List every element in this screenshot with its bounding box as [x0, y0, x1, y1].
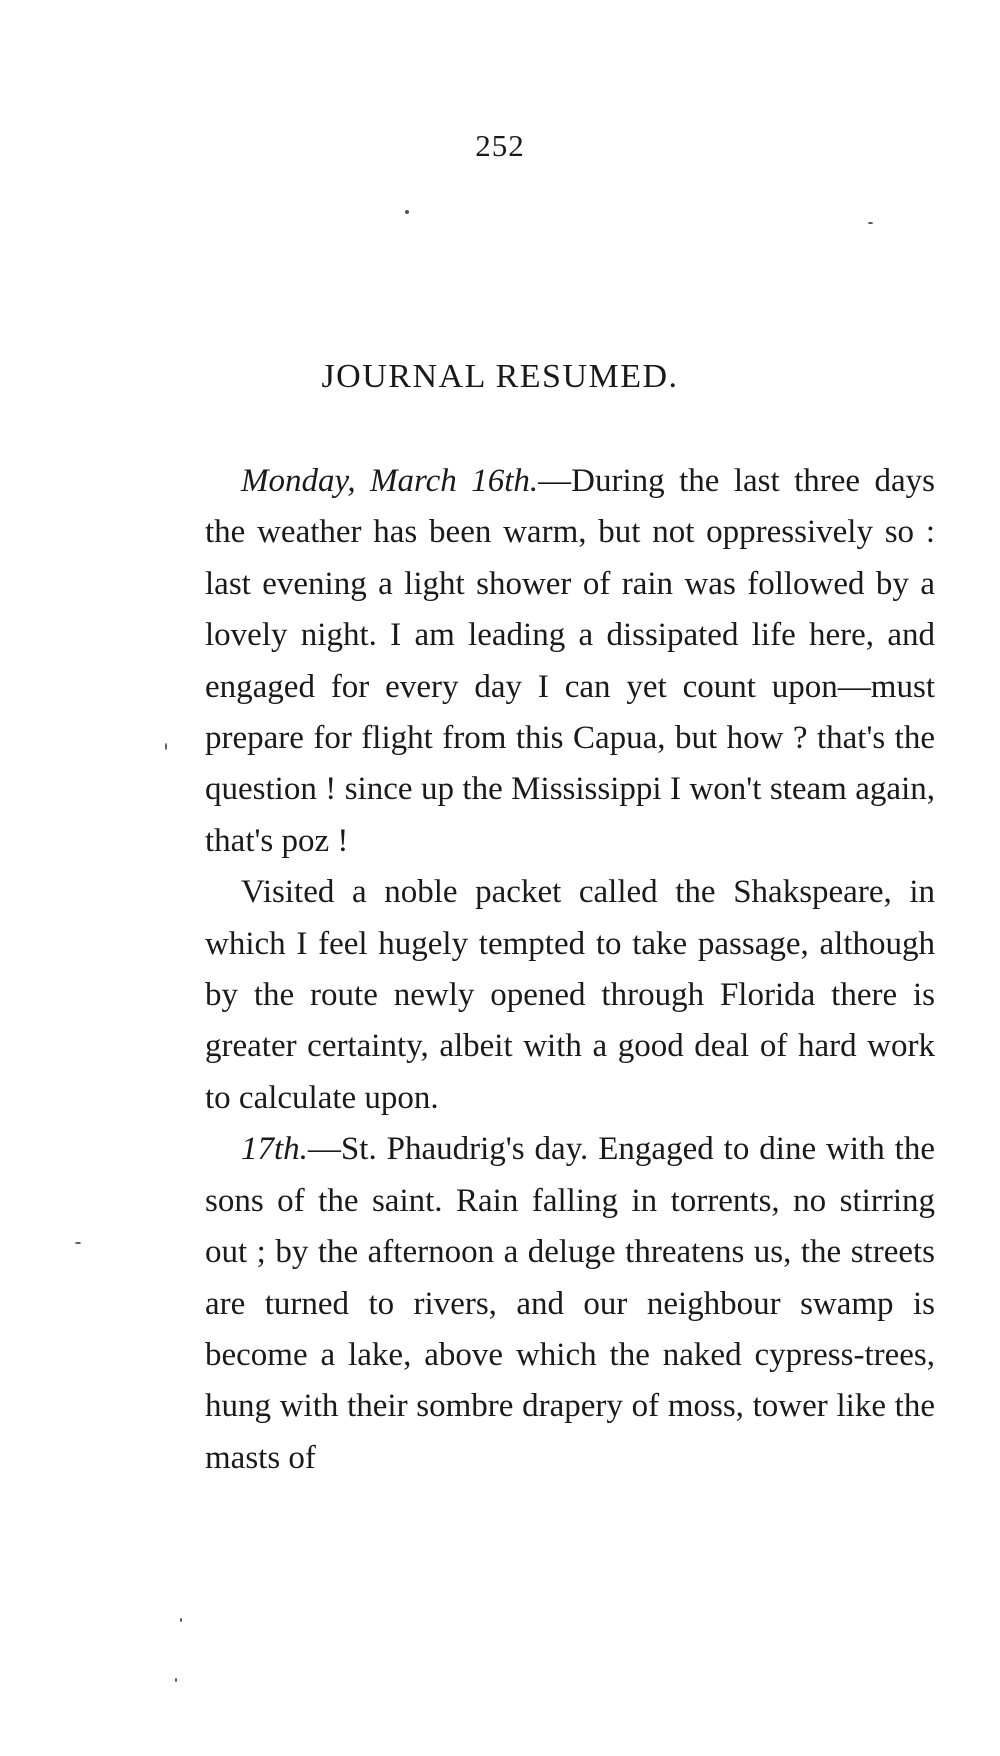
entry-text: —St. Phaudrig's day. Engaged to dine with the sons of the saint. Rain falling in torrents, no stirring out ; by the afternoon a deluge threatens us, the streets are turned to rivers, and our neighbour swamp is become a lake, above which the naked cypress-trees, hung with their sombre drapery of moss, tower like the masts of — [205, 1131, 935, 1476]
scan-speck — [165, 743, 167, 750]
journal-paragraph — [205, 456, 935, 867]
scan-speck — [75, 1242, 81, 1244]
entry-text: Visited a noble packet called the Shakspeare, in which I feel hugely tempted to take passage, although by the route newly opened through Florida there is greater certainty, albeit with a good deal of hard work to calculate upon. — [205, 874, 935, 1116]
entry-date: Monday, March 16th. — [241, 463, 539, 499]
entry-text: —During the last three days the weather has been warm, but not oppressively so : last evening a light shower of rain was followed by a lovely night. I am leading a dissipated life here, and engaged for every day I can yet count upon—must prepare for flight from this Capua, but how ? that's the question ! since up the Mississippi I won't steam again, that's poz ! — [205, 463, 935, 859]
scan-speck — [180, 1618, 182, 1622]
journal-body — [205, 456, 935, 1484]
page-number: 252 — [475, 128, 525, 163]
scan-speck — [405, 210, 409, 214]
scan-speck — [868, 222, 873, 224]
scan-speck — [175, 1678, 177, 1682]
journal-paragraph — [205, 1124, 935, 1484]
entry-date: 17th. — [241, 1131, 308, 1168]
section-heading: JOURNAL RESUMED. — [321, 358, 679, 395]
journal-paragraph — [205, 867, 935, 1124]
